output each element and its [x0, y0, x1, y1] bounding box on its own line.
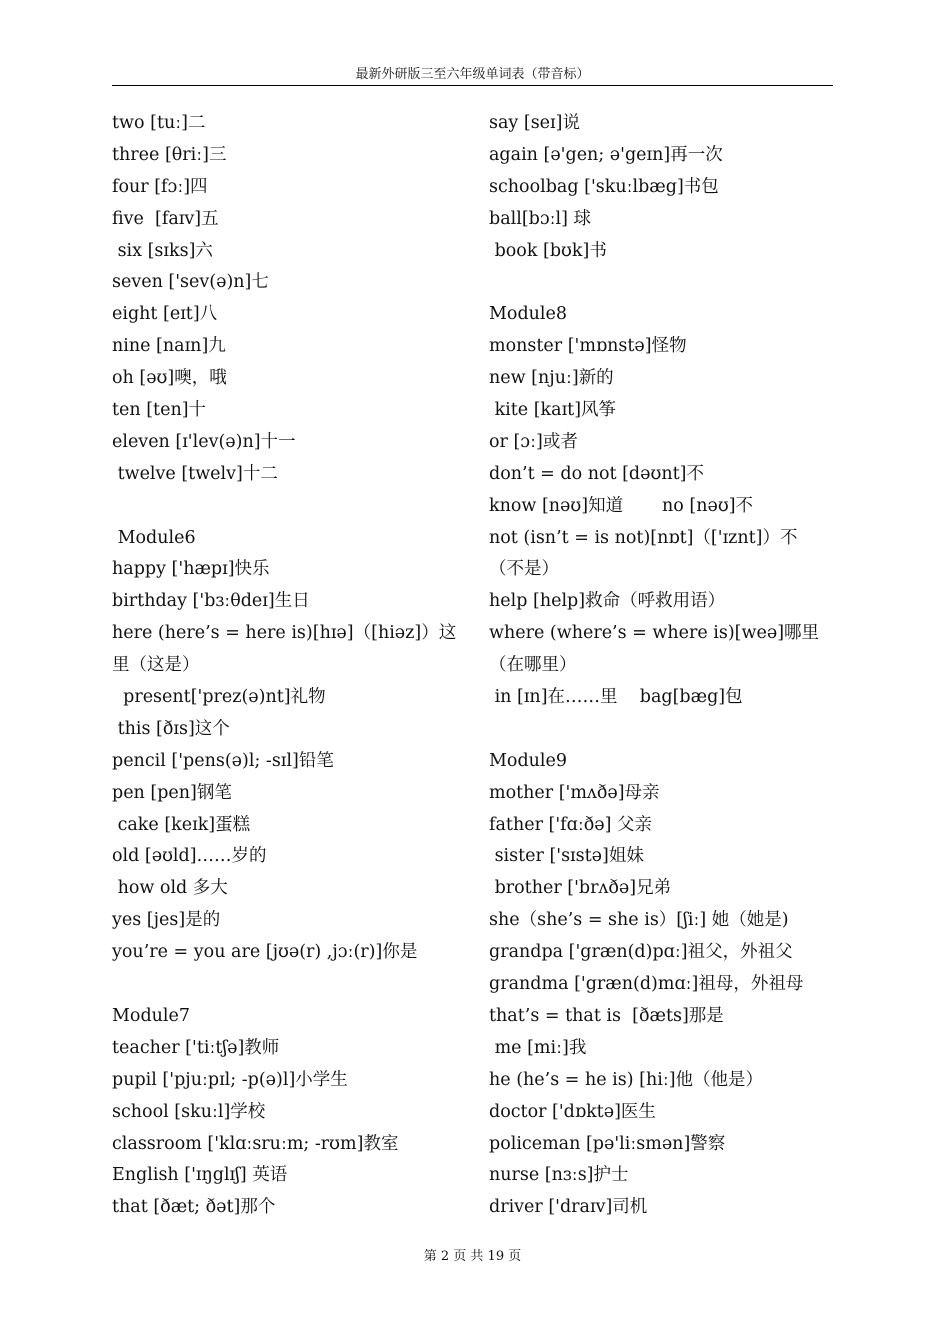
- word-entry: father ['fɑːðə] 父亲: [489, 814, 652, 835]
- header-rule: [112, 85, 833, 86]
- word-entry: schoolbag ['skuːlbæg]书包: [489, 176, 719, 197]
- word-entry: in [ɪn]在……里 bag[bæg]包: [489, 687, 743, 708]
- word-entry: driver ['draɪv]司机: [489, 1197, 648, 1218]
- word-entry: grandma ['græn(d)mɑː]祖母，外祖母: [489, 974, 804, 995]
- word-entry: that [ðæt; ðət]那个: [112, 1197, 276, 1218]
- word-entry: teacher ['tiːtʃə]教师: [112, 1037, 280, 1058]
- word-entry: pencil ['pens(ə)l; -sɪl]铅笔: [112, 750, 334, 771]
- word-entry: how old 多大: [112, 878, 228, 899]
- word-entry: English ['ɪŋglɪʃ] 英语: [112, 1165, 288, 1186]
- word-entry: say [seɪ]说: [489, 113, 580, 133]
- word-entry: new [njuː]新的: [489, 368, 614, 389]
- word-entry: mother ['mʌðə]母亲: [489, 782, 660, 803]
- word-entry: sister ['sɪstə]姐妹: [489, 846, 644, 867]
- page-footer: 第 2 页 共 19 页: [423, 1249, 522, 1264]
- word-entry: （不是）: [489, 559, 559, 580]
- word-entry: me [miː]我: [489, 1037, 587, 1058]
- word-entry: eleven [ɪ'lev(ə)n]十一: [112, 431, 296, 452]
- word-entry: ball[bɔːl] 球: [489, 208, 592, 229]
- word-entry: pen [pen]钢笔: [112, 782, 232, 803]
- word-entry: pupil ['pjuːpɪl; -p(ə)l]小学生: [112, 1069, 348, 1090]
- word-entry: policeman [pə'liːsmən]警察: [489, 1133, 726, 1154]
- word-entry: help [help]救命（呼救用语）: [489, 591, 726, 612]
- word-entry: Module9: [489, 750, 568, 771]
- word-entry: ten [ten]十: [112, 400, 207, 421]
- word-entry: yes [jes]是的: [112, 910, 221, 931]
- left-column: [112, 108, 462, 1224]
- word-entry: not (isn’t = is not)[nɒt]（['ɪznt]）不: [489, 527, 798, 548]
- word-entry: where (where’s = where is)[weə]哪里: [489, 623, 820, 644]
- word-entry: [489, 714, 824, 746]
- word-entry: he (he’s = he is) [hiː]他（他是）: [489, 1069, 764, 1090]
- right-column: [489, 108, 824, 1224]
- word-entry: present['prez(ə)nt]礼物: [112, 687, 326, 708]
- word-entry: doctor ['dɒktə]医生: [489, 1101, 656, 1122]
- word-entry: school [skuːl]学校: [112, 1101, 266, 1122]
- word-entry: happy ['hæpɪ]快乐: [112, 559, 270, 580]
- word-entry: twelve [twelv]十二: [112, 463, 278, 484]
- word-entry: seven ['sev(ə)n]七: [112, 272, 269, 293]
- word-entry: [112, 491, 462, 523]
- word-entry: Module6: [112, 527, 196, 548]
- word-entry: cake [keɪk]蛋糕: [112, 814, 251, 835]
- word-entry: you’re = you are [jʊə(r) ,jɔː(r)]你是: [112, 942, 418, 963]
- word-entry: book [bʊk]书: [489, 240, 607, 261]
- word-entry: Module7: [112, 1005, 191, 1026]
- word-entry: know [nəʊ]知道 no [nəʊ]不: [489, 495, 754, 516]
- word-entry: 里（这是）: [112, 655, 200, 676]
- page-header: 最新外研版三至六年级单词表（带音标）: [355, 67, 590, 82]
- word-entry: that’s = that is [ðæts]那是: [489, 1005, 724, 1026]
- word-entry: three [θriː]三: [112, 144, 227, 165]
- word-entry: [489, 267, 824, 299]
- word-entry: five [faɪv]五: [112, 208, 219, 229]
- word-entry: this [ðɪs]这个: [112, 718, 230, 739]
- word-entry: grandpa ['græn(d)pɑː]祖父，外祖父: [489, 942, 793, 963]
- word-entry: old [əʊld]……岁的: [112, 846, 267, 867]
- word-entry: oh [əʊ]噢，哦: [112, 368, 227, 389]
- word-entry: two [tuː]二: [112, 113, 206, 133]
- word-entry: Module8: [489, 304, 568, 325]
- word-entry: （在哪里）: [489, 655, 577, 676]
- word-entry: classroom ['klɑːsruːm; -rʊm]教室: [112, 1133, 399, 1154]
- word-entry: kite [kaɪt]风筝: [489, 400, 617, 421]
- word-entry: here (here’s = here is)[hɪə]（[hiəz]）这: [112, 623, 457, 644]
- word-entry: birthday ['bɜːθdeɪ]生日: [112, 591, 310, 612]
- word-entry: nine [naɪn]九: [112, 336, 226, 357]
- word-entry: four [fɔː]四: [112, 176, 208, 197]
- word-entry: again [ə'gen; ə'geɪn]再一次: [489, 144, 723, 165]
- word-entry: six [sɪks]六: [112, 240, 213, 261]
- word-entry: monster ['mɒnstə]怪物: [489, 336, 687, 357]
- word-entry: she（she’s = she is）[ʃiː] 她（她是): [489, 910, 789, 931]
- word-entry: nurse [nɜːs]护士: [489, 1165, 629, 1186]
- word-entry: or [ɔː]或者: [489, 431, 578, 452]
- word-entry: don’t = do not [dəʊnt]不: [489, 463, 704, 484]
- word-entry: [112, 969, 462, 1001]
- word-entry: brother ['brʌðə]兄弟: [489, 878, 672, 899]
- word-entry: eight [eɪt]八: [112, 304, 218, 325]
